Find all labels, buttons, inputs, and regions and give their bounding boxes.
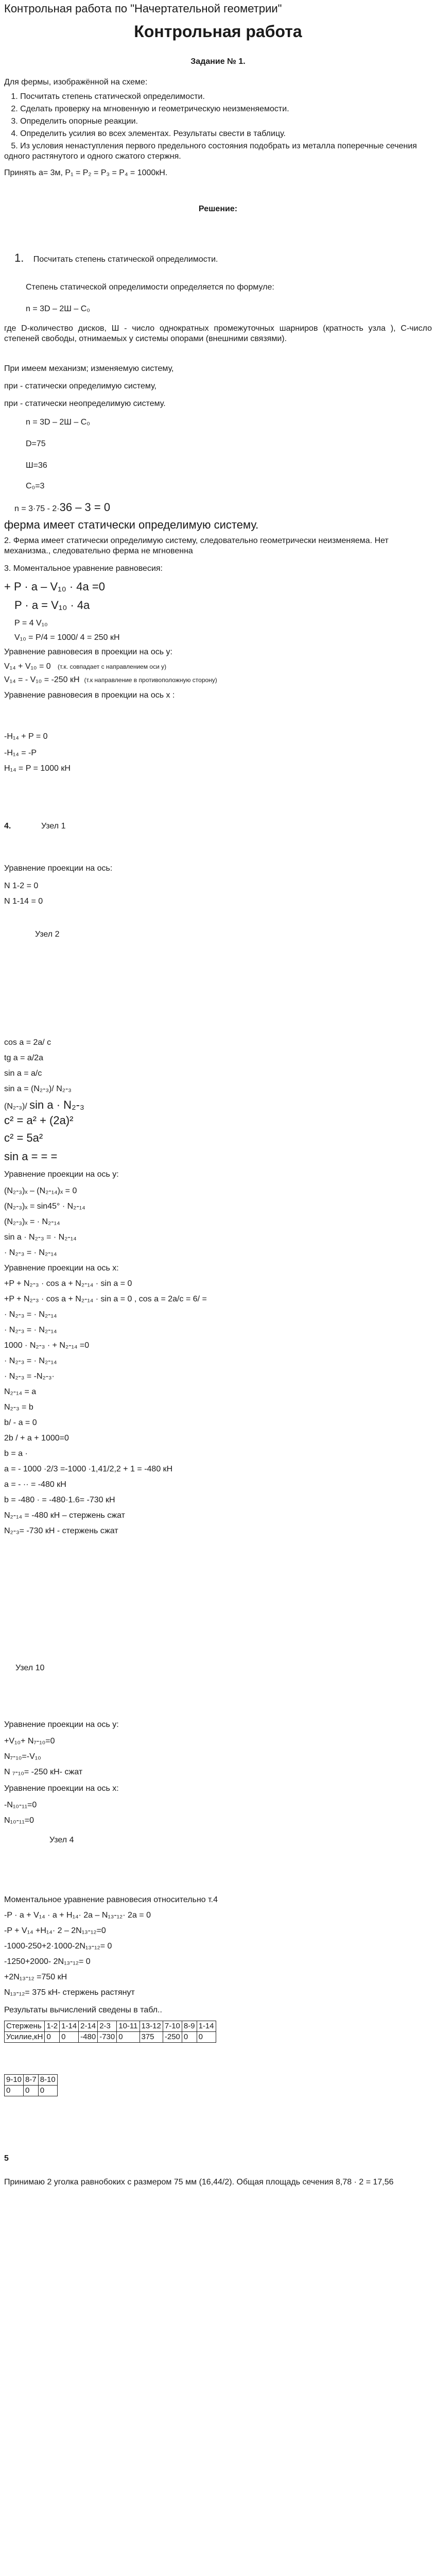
node2-x-9: N₂-₃ = b: [4, 1403, 33, 1412]
table-row: [5, 2021, 216, 2032]
trig-2: tg a = a/2a: [4, 1054, 44, 1062]
trig-7: c² = 5a²: [4, 1131, 43, 1144]
table-cell: 2-3: [98, 2021, 117, 2032]
section-4-num: 4.: [4, 822, 11, 831]
node10-y-3: N ₇-₁₀= -250 кН- сжат: [4, 1768, 83, 1776]
proj-x-eq-3: H₁₄ = P = 1000 кН: [4, 764, 71, 773]
trig-3: sin a = a/c: [4, 1069, 42, 1078]
condition-3: при - статически неопределимую систему.: [4, 399, 166, 408]
node10-x-title: Уравнение проекции на ось х:: [4, 1784, 119, 1793]
section-1-conclusion: ферма имеет статически определимую систему.: [4, 518, 259, 531]
proj-y-title: Уравнение равновесия в проекции на ось у:: [4, 648, 172, 656]
table-cell: 1-14: [60, 2021, 79, 2032]
node-2-title: Узел 2: [35, 930, 60, 939]
moment-eq-2: P · a = V₁₀ · 4a: [14, 599, 90, 612]
task-item-1: 1. Посчитать степень статической определимости.: [4, 92, 205, 101]
task-intro: Для фермы, изображённой на схеме:: [4, 78, 148, 87]
formula-2: n = 3D – 2Ш – C₀: [26, 418, 90, 427]
node4-eq-4: -1250+2000- 2N₁₃-₁₂= 0: [4, 1957, 91, 1966]
proj-y-eq-2: V₁₄ = - V₁₀ = -250 кН (т.к направление в противоположную сторону): [4, 675, 217, 684]
table-cell: 2-14: [79, 2021, 98, 2032]
solution-heading: Решение:: [198, 205, 238, 213]
table-cell: 9-10: [5, 2075, 24, 2086]
node2-x-1: +P + N₂-₃ · cos a + N₂-₁₄ · sin a = 0: [4, 1279, 132, 1288]
table-cell: Стержень: [5, 2021, 45, 2032]
moment-eq-1: + P · a – V₁₀ · 4a =0: [4, 580, 105, 593]
node1-proj-title: Уравнение проекции на ось:: [4, 864, 113, 873]
value-d: D=75: [26, 439, 46, 448]
value-c0: C₀=3: [26, 482, 45, 490]
table-cell: -730: [98, 2032, 117, 2043]
node10-y-title: Уравнение проекции на ось у:: [4, 1720, 119, 1729]
task-heading: Задание № 1.: [190, 57, 246, 66]
document-title: Контрольная работа по "Начертательной геометрии": [4, 2, 282, 15]
node1-eq-1: N 1-2 = 0: [4, 882, 39, 890]
table-cell: 1-14: [197, 2021, 216, 2032]
node2-x-8: N₂-₁₄ = a: [4, 1387, 37, 1396]
node4-eq-3: -1000-250+2·1000-2N₁₃-₁₂= 0: [4, 1942, 112, 1951]
table-cell: 0: [45, 2032, 60, 2043]
node2-x-4: · N₂-₃ = · N₂-₁₄: [4, 1326, 57, 1334]
condition-2: при - статически определимую систему,: [4, 382, 156, 391]
node2-x-2: +P + N₂-₃ · cos a + N₂-₁₄ · sin a = 0 , cos a = 2a/c = 6/ =: [4, 1295, 207, 1303]
task-item-5: 5. Из условия ненаступления первого предельного состояния подобрать из металла поперечные сечения одного растянутого и одного сжатого стержня.: [4, 142, 417, 161]
node10-x-2: N₁₀-₁₁=0: [4, 1816, 34, 1825]
formula: n = 3D – 2Ш – C₀: [26, 304, 90, 313]
main-title: Контрольная работа: [134, 22, 302, 41]
trig-8: sin a = = =: [4, 1150, 58, 1163]
node2-x-10: b/ - a = 0: [4, 1418, 37, 1427]
table-cell: 7-10: [163, 2021, 182, 2032]
node2-x-15: b = -480 · = -480·1.6= -730 кН: [4, 1496, 115, 1504]
condition-1: При имеем механизм; изменяемую систему,: [4, 364, 174, 373]
task-item-4: 4. Определить усилия во всех элементах. Результаты свести в таблицу.: [4, 129, 286, 138]
node10-y-1: +V₁₀+ N₇-₁₀=0: [4, 1737, 55, 1745]
table-cell: 10-11: [117, 2021, 139, 2032]
proj-x-title: Уравнение равновесия в проекции на ось х :: [4, 691, 175, 700]
section-1-title: 1. Посчитать степень статической определимости.: [14, 251, 218, 264]
section-3-title: 3. Моментальное уравнение равновесия:: [4, 564, 163, 573]
table-cell: 8-7: [24, 2075, 39, 2086]
node2-y-5: · N₂-₃ = · N₂-₁₄: [4, 1248, 57, 1257]
table-cell: 0: [117, 2032, 139, 2043]
table-cell: 0: [5, 2086, 24, 2096]
table-row: [5, 2075, 58, 2086]
node2-y-4: sin a · N₂-₃ = · N₂-₁₄: [4, 1233, 77, 1242]
node-10-title: Узел 10: [15, 1664, 45, 1672]
proj-x-eq-1: -H₁₄ + P = 0: [4, 732, 48, 741]
task-item-3: 3. Определить опорные реакции.: [4, 117, 138, 126]
trig-4: sin a = (N₂-₃)/ N₂-₃: [4, 1084, 72, 1093]
table-cell: 0: [197, 2032, 216, 2043]
table-cell: 375: [139, 2032, 163, 2043]
node2-x-14: a = - ·· = -480 кН: [4, 1480, 66, 1489]
node2-x-6: · N₂-₃ = · N₂-₁₄: [4, 1357, 57, 1365]
value-sh: Ш=36: [26, 461, 47, 470]
node2-y-3: (N₂-₃)ₓ = · N₂-₁₄: [4, 1217, 60, 1226]
node1-eq-2: N 1-14 = 0: [4, 897, 43, 906]
proj-x-eq-2: -H₁₄ = -P: [4, 749, 37, 757]
table-cell: 0: [38, 2086, 57, 2096]
node2-x-11: 2b / + a + 1000=0: [4, 1434, 69, 1443]
trig-5: (N₂-₃)/ sin a · N₂-₃: [4, 1098, 84, 1111]
calc-result: n = 3·75 - 2·36 – 3 = 0: [14, 501, 111, 514]
node4-moment-title: Моментальное уравнение равновесия относительно т.4: [4, 1895, 218, 1904]
node4-eq-6: N₁₃-₁₂= 375 кН- стержень растянут: [4, 1988, 135, 1997]
node2-x-13: a = - 1000 ·2/3 =-1000 ·1,41/2,2 + 1 = -480 кН: [4, 1465, 173, 1473]
table-row: [5, 2032, 216, 2043]
table-cell: -480: [79, 2032, 98, 2043]
formula-intro: Степень статической определимости определяется по формуле:: [26, 283, 274, 292]
task-item-2: 2. Сделать проверку на мгновенную и геометрическую неизменяемости.: [4, 105, 289, 113]
results-caption: Результаты вычислений сведены в табл..: [4, 2006, 162, 2014]
node2-x-7: · N₂-₃ = -N₂-₃·: [4, 1372, 55, 1381]
node2-x-5: 1000 · N₂-₃ · + N₂-₁₄ =0: [4, 1341, 90, 1350]
node10-y-2: N₇-₁₀=-V₁₀: [4, 1752, 41, 1761]
table-cell: 8-10: [38, 2075, 57, 2086]
node2-x-17: N₂-₃= -730 кН - стержень сжат: [4, 1527, 118, 1535]
node10-x-1: -N₁₀-₁₁=0: [4, 1801, 37, 1809]
table-cell: Усилие,кН: [5, 2032, 45, 2043]
table-cell: 13-12: [139, 2021, 163, 2032]
section-5-num: 5: [4, 2154, 9, 2163]
node2-x-title: Уравнение проекции на ось х:: [4, 1264, 119, 1273]
node4-eq-5: +2N₁₃-₁₂ =750 кН: [4, 1973, 67, 1981]
trig-6: c² = a² + (2a)²: [4, 1114, 74, 1127]
node4-eq-1: -P · a + V₁₄ · a + H₁₄· 2a – N₁₃-₁₂· 2a = 0: [4, 1911, 151, 1920]
results-table: [4, 2021, 216, 2043]
results-table-continued: [4, 2074, 58, 2096]
proj-y-eq-1: V₁₄ + V₁₀ = 0 (т.к. совпадает с направлением оси у): [4, 662, 167, 671]
node2-x-16: N₂-₁₄ = -480 кН – стержень сжат: [4, 1511, 125, 1520]
given-values: Принять a= 3м, P₁ = P₂ = P₃ = P₄ = 1000кН.: [4, 168, 168, 177]
section-5-text: Принимаю 2 уголка равнобоких с размером 75 мм (16,44/2). Общая площадь сечения 8,78 · 2 = 17,56: [4, 2178, 394, 2187]
table-row: [5, 2086, 58, 2096]
table-cell: 1-2: [45, 2021, 60, 2032]
table-cell: 0: [182, 2032, 197, 2043]
node2-x-12: b = a ·: [4, 1449, 28, 1458]
node-1-title: Узел 1: [41, 822, 66, 831]
node2-y-title: Уравнение проекции на ось у:: [4, 1170, 119, 1179]
moment-eq-4: V₁₀ = P/4 = 1000/ 4 = 250 кН: [14, 633, 120, 642]
formula-explanation: где D-количество дисков, Ш - число однократных промежуточных шарниров (кратность узла ), C-число степеней свободы, отнимаемых у системы опорами (внешними связями).: [4, 324, 432, 343]
node2-y-2: (N₂-₃)ₓ = sin45° · N₂-₁₄: [4, 1202, 85, 1211]
trig-1: cos a = 2a/ c: [4, 1038, 51, 1047]
node4-eq-2: -P + V₁₄ +H₁₄· 2 – 2N₁₃-₁₂=0: [4, 1926, 106, 1935]
node-4-title: Узел 4: [49, 1836, 74, 1844]
table-cell: -250: [163, 2032, 182, 2043]
table-cell: 8-9: [182, 2021, 197, 2032]
moment-eq-3: P = 4 V₁₀: [14, 619, 48, 628]
table-cell: 0: [60, 2032, 79, 2043]
table-cell: 0: [24, 2086, 39, 2096]
node2-y-1: (N₂-₃)ₓ – (N₂-₁₄)ₓ = 0: [4, 1187, 77, 1195]
node2-x-3: · N₂-₃ = · N₂-₁₄: [4, 1310, 57, 1319]
section-2-text: 2. Ферма имеет статически определимую систему, следовательно геометрически неизменяема. Нет механизма., следовательно ферма не мгновенна: [4, 536, 389, 555]
